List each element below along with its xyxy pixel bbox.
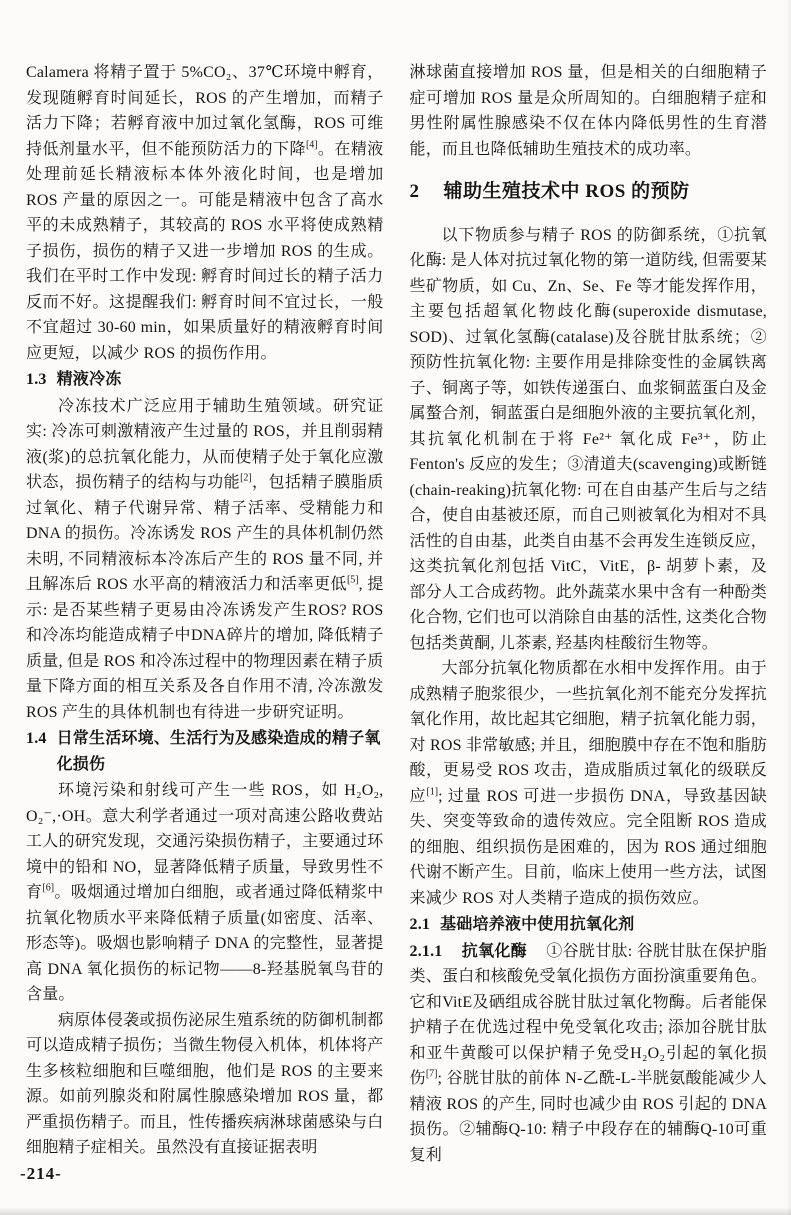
left-column — [26, 60, 384, 1168]
heading-2 — [410, 179, 768, 205]
paragraph-pathogen: 病原体侵袭或损伤泌尿生殖系统的防御机制都可以造成精子损伤；当微生物侵入机体，机体将产生多核粒细胞和巨噬细胞，他们是 ROS 的主要来源。如前列腺炎和附属性腺感染增加 ROS 量，都严重损伤精子。而且，性传播疾病淋球菌感染与白细胞精子症相关。虽然没有直接证据表明 — [26, 1011, 384, 1156]
paragraph-2-1-1-text: ①谷胱甘肽: 谷胱甘肽在保护脂类、蛋白和核酸免受氧化损伤方面扮演重要角色。它和VitE及硒组成谷胱甘肽过氧化物酶。后者能保护精子在优选过程中免受氧化攻击; 添加谷胱甘肽和亚牛黄酸可以保护精子免受H₂O₂引起的氧化损伤[7]; 谷胱甘肽的前体 N-乙酰-L-半胱氨酸能减少人精液 ROS 的产生, 同时也减少由 ROS 引起的 DNA 损伤。②辅酶Q-10: 精子中段存在的辅酶Q-10可重复利 — [409, 942, 767, 1164]
paragraph-environment: 环境污染和射线可产生一些 ROS，如 H₂O₂, O₂⁻,·OH。意大利学者通过一项对高速公路收费站工人的研究发现，交通污染损伤精子，主要通过环境中的铅和 NO，显著降低精子质量，导致男性不育[6]。吸烟通过增加白细胞，或者通过降低精浆中抗氧化物质水平来降低精子质量(如密度、活率、形态等)。吸烟也影响精子 DNA 的完整性，显著提高 DNA 氧化损伤的标记物——8-羟基脱氧鸟苷的含量。 — [26, 782, 384, 1003]
heading-1-3-title: 精液冷冻 — [56, 371, 122, 388]
paragraph-aqueous-phase: 大部分抗氧化物质都在水相中发挥作用。由于成熟精子胞浆很少，一些抗氧化剂不能充分发挥抗氧化作用，故比起其它细胞，精子抗氧化能力弱，对 ROS 非常敏感; 并且，细胞膜中存在不饱和脂肪酸，更易受 ROS 攻击，造成脂质过氧化的级联反应[1]; 过量 ROS 可进一步损伤 DNA，导致基因缺失、突变等致命的遗传效应。完全阻断 ROS 造成的细胞、组织损伤是困难的，因为 ROS 通过细胞代谢不断产生。目前，临床上使用一些方法，试图来减少 ROS 对人类精子造成的损伤效应。 — [409, 660, 767, 907]
paragraph-incubation: Calamera 将精子置于 5%CO₂、37℃环境中孵育，发现随孵育时间延长，ROS 的产生增加，而精子活力下降；若孵育液中加过氧化氢酶，ROS 可维持低剂量水平，但不能预防活力的下降[4]。在精液处理前延长精液标本体外液化时间，也是增加 ROS 产量的原因之一。可能是精液中包含了高水平的未成熟精子，其较高的 ROS 水平将使成熟精子损伤，损伤的精子又进一步增加 ROS 的生成。我们在平时工作中发现: 孵育时间过长的精子活力反而不好。这提醒我们: 孵育时间不宜过长，一般不宜超过 30-60 min，如果质量好的精液孵育时间应更短，以减少 ROS 的损伤作用。 — [26, 64, 384, 362]
heading-2-1-title: 基础培养液中使用抗氧化剂 — [440, 916, 635, 933]
heading-2-1-number: 2.1 — [409, 916, 431, 933]
right-column — [410, 60, 768, 1168]
heading-2-1-1-number: 2.1.1 — [409, 942, 443, 960]
heading-2-1 — [410, 912, 768, 938]
heading-1-3-number: 1.3 — [26, 371, 47, 388]
scan-right-edge-shadow — [787, 0, 791, 1215]
paragraph-gonococcus: 淋球菌直接增加 ROS 量，但是相关的白细胞精子症可增加 ROS 量是众所周知的。白细胞精子症和男性附属性腺感染不仅在体内降低男性的生育潜能，而且也降低辅助生殖技术的成功率。 — [409, 64, 767, 158]
heading-1-4-number: 1.4 — [26, 730, 47, 747]
paragraph-defense-system: 以下物质参与精子 ROS 的防御系统，①抗氧化酶: 是人体对抗过氧化物的第一道防线, 但需要某些矿物质，如 Cu、Zn、Se、Fe 等才能发挥作用，主要包括超氧化物歧化酶(superoxide dismutase, SOD)、过氧化氢酶(catalase)及谷胱甘肽系统；②预防性抗氧化物: 主要作用是排除变性的金属铁离子、铜离子等，如铁传递蛋白、血浆铜蓝蛋白及金属螯合剂，铜蓝蛋白是细胞外液的主要抗氧化剂，其抗氧化机制在于将 Fe²⁺ 氧化成 Fe³⁺，防止 Fenton's 反应的发生；③清道夫(scavenging)或断链(chain-reaking)抗氧化物: 可在自由基产生后与之结合，使自由基被还原，而自己则被氧化为相对不具活性的自由基，此类自由基不会再发生连锁反应，这类抗氧化剂包括 VitC，VitE，β- 胡萝卜素，及部分人工合成药物。此外蔬菜水果中含有一种酚类化合物, 它们也可以消除自由基的活性, 这类化合物包括类黄酮, 儿茶素, 羟基肉桂酸衍生物等。 — [409, 226, 767, 652]
heading-1-3 — [26, 367, 384, 393]
paragraph-freezing: 冷冻技术广泛应用于辅助生殖领域。研究证实: 冷冻可刺激精液产生过量的 ROS，并且削弱精液(浆)的总抗氧化能力，从而使精子处于氧化应激状态，损伤精子的结构与功能[2]，包括精子膜脂质过氧化、精子代谢异常、精子活率、受精能力和 DNA 的损伤。冷冻诱发 ROS 产生的具体机制仍然未明, 不同精液标本冷冻后产生的 ROS 量不同, 并且解冻后 ROS 水平高的精液活力和活率更低[5], 提示: 是否某些精子更易由冷冻诱发产生ROS? ROS 和冷冻均能造成精子中DNA碎片的增加, 降低精子质量, 但是 ROS 和冷冻过程中的物理因素在精子质量下降方面的相互关系及各自作用不清, 冷冻激发 ROS 产生的具体机制也有待进一步研究证明。 — [26, 397, 384, 721]
scan-bottom-edge-shadow — [0, 1208, 791, 1215]
paragraph-2-1-1 — [410, 939, 768, 1169]
page-number: -214- — [20, 1164, 62, 1183]
heading-2-number: 2 — [409, 181, 420, 202]
heading-2-1-1-term: 抗氧化酶 — [461, 942, 527, 960]
heading-1-4-title: 日常生活环境、生活行为及感染造成的精子氧化损伤 — [56, 730, 381, 773]
heading-2-title: 辅助生殖技术中 ROS 的预防 — [443, 181, 690, 202]
heading-1-4 — [26, 726, 384, 777]
